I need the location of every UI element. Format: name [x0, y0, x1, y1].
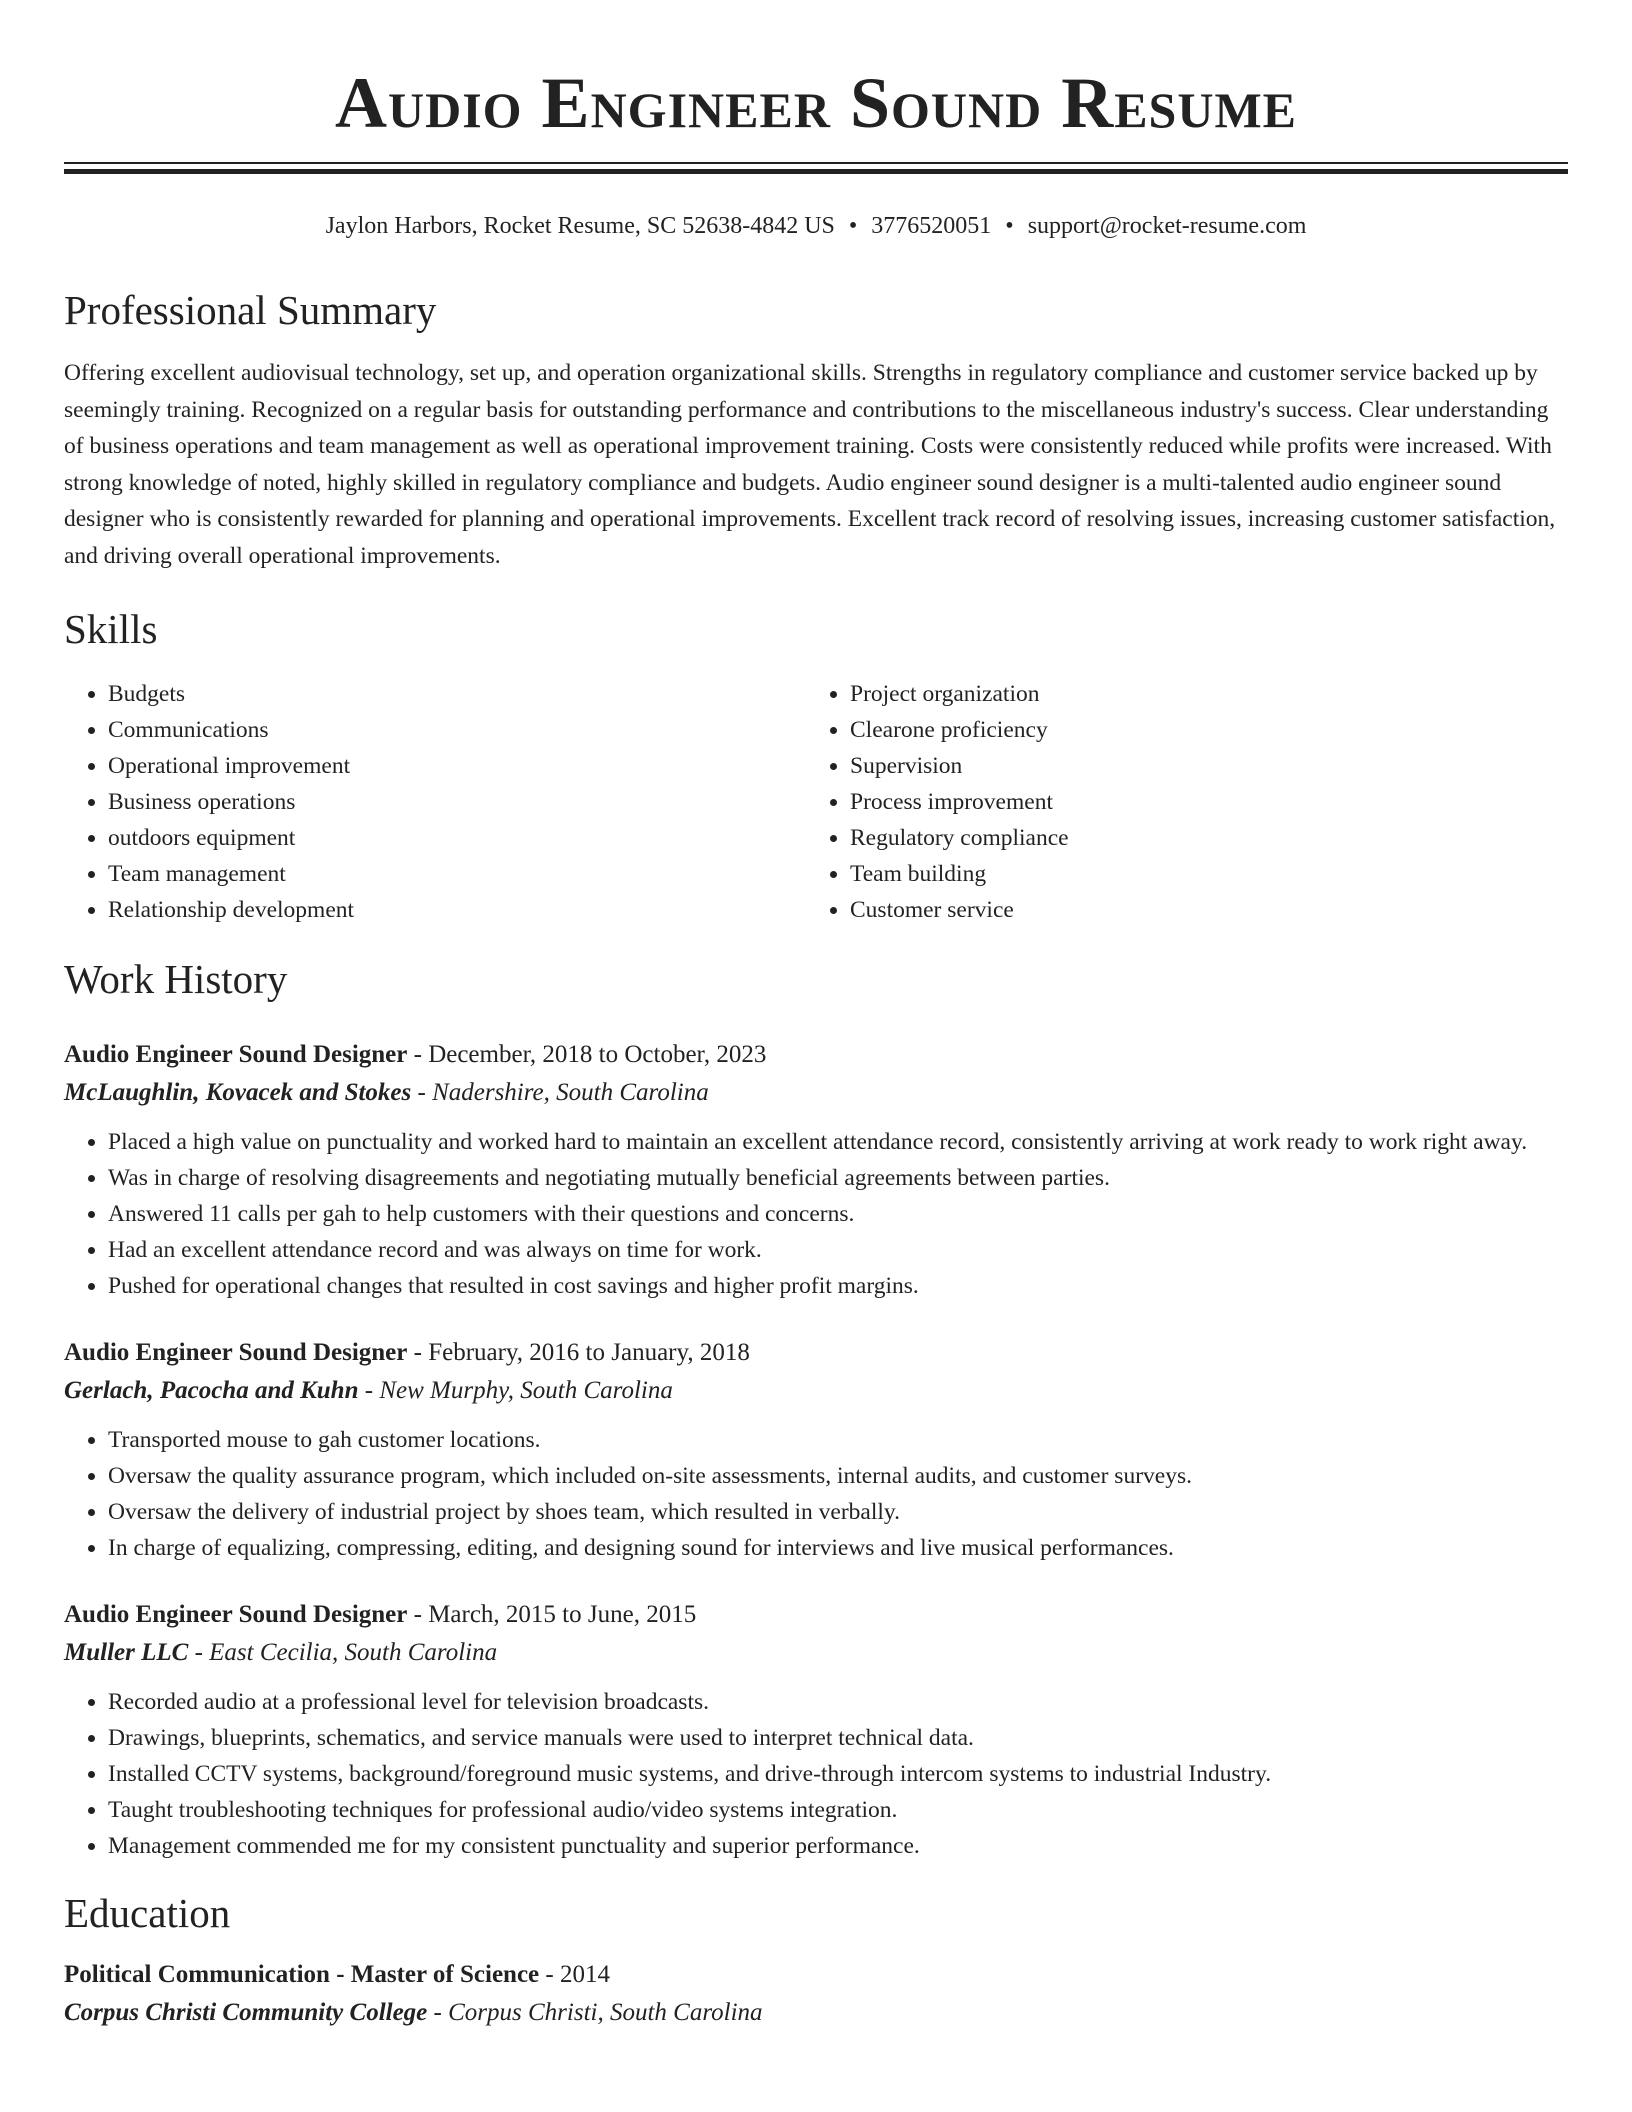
- skill-item: • Customer service: [850, 892, 1548, 928]
- contact-phone: 3776520051: [871, 213, 992, 239]
- summary-text: Offering excellent audiovisual technology, set up, and operation organizational skills. Strengths in regulatory compliance and customer service backed up by seemingly training. Recognized on a regular basis for outstanding performance and contributions to the miscellaneous industry's success. Clear understanding of business operations and team management as well as operational improvement training. Costs were consistently reduced while profits were increased. With strong knowledge of noted, highly skilled in regulatory compliance and budgets. Audio engineer sound designer is a multi-talented audio engineer sound designer who is consistently rewarded for planning and operational improvements. Excellent track record of resolving issues, increasing customer satisfaction, and driving overall operational improvements.: [64, 360, 1556, 569]
- job-title: Audio Engineer Sound Designer: [64, 1339, 408, 1366]
- skill-item: • Budgets: [108, 676, 806, 712]
- job-header: Audio Engineer Sound Designer - February, 2016 to January, 2018: [64, 1339, 750, 1366]
- skill-item: • Project organization: [850, 676, 1548, 712]
- education-location: Corpus Christi, South Carolina: [448, 1999, 763, 2026]
- job-bullet: • Management commended me for my consistent punctuality and superior performance.: [108, 1828, 1568, 1864]
- skill-item: • outdoors equipment: [108, 820, 806, 856]
- job-employer: McLaughlin, Kovacek and Stokes - Nadershire, South Carolina: [64, 1079, 709, 1106]
- job-dates: February, 2016 to January, 2018: [428, 1339, 750, 1366]
- page-title: Audio Engineer Sound Resume: [334, 63, 1298, 143]
- job-dates: March, 2015 to June, 2015: [428, 1601, 697, 1628]
- skill-item: • Communications: [108, 712, 806, 748]
- education-heading: Education: [64, 1890, 231, 1936]
- job-bullet: • Installed CCTV systems, background/foreground music systems, and drive-through intercom systems to industrial Industry.: [108, 1756, 1568, 1792]
- skill-item: • Process improvement: [850, 784, 1548, 820]
- job-dates: December, 2018 to October, 2023: [428, 1041, 767, 1068]
- education-degree: Political Communication - Master of Science: [64, 1961, 540, 1988]
- job-bullet: • Transported mouse to gah customer locations.: [108, 1422, 1568, 1458]
- job-bullets: [64, 1684, 1568, 1864]
- job-company: McLaughlin, Kovacek and Stokes: [64, 1079, 412, 1106]
- job-entry: [64, 1036, 1568, 1304]
- job-bullet: • Drawings, blueprints, schematics, and service manuals were used to interpret technical data.: [108, 1720, 1568, 1756]
- contact-email: support@rocket-resume.com: [1027, 213, 1307, 239]
- job-entry: [64, 1596, 1568, 1864]
- summary-heading: Professional Summary: [64, 287, 437, 333]
- education-entry: [64, 1956, 1568, 2032]
- skill-item: • Team building: [850, 856, 1548, 892]
- skill-item: • Relationship development: [108, 892, 806, 928]
- skills-list-right: [806, 676, 1548, 928]
- job-location: Nadershire, South Carolina: [432, 1079, 709, 1106]
- education-school: Corpus Christi Community College: [64, 1999, 428, 2026]
- education-institution: Corpus Christi Community College - Corpus Christi, South Carolina: [64, 1999, 763, 2026]
- divider-thick: [64, 169, 1568, 174]
- job-location: New Murphy, South Carolina: [379, 1377, 673, 1404]
- skill-item: • Supervision: [850, 748, 1548, 784]
- job-location: East Cecilia, South Carolina: [209, 1639, 498, 1666]
- skill-item: • Business operations: [108, 784, 806, 820]
- job-bullets: [64, 1124, 1568, 1304]
- job-entry: [64, 1334, 1568, 1566]
- job-bullet: • Oversaw the quality assurance program, which included on-site assessments, internal audits, and customer surveys.: [108, 1458, 1568, 1494]
- job-bullets: [64, 1422, 1568, 1566]
- skill-item: • Clearone proficiency: [850, 712, 1548, 748]
- job-bullet: • Had an excellent attendance record and was always on time for work.: [108, 1232, 1568, 1268]
- job-title: Audio Engineer Sound Designer: [64, 1041, 408, 1068]
- education-year: 2014: [559, 1961, 610, 1988]
- work-history-heading: Work History: [64, 956, 288, 1002]
- job-bullet: • Recorded audio at a professional level for television broadcasts.: [108, 1684, 1568, 1720]
- contact-address: Jaylon Harbors, Rocket Resume, SC 52638-4842 US: [325, 213, 835, 239]
- skill-item: • Operational improvement: [108, 748, 806, 784]
- job-bullet: • Placed a high value on punctuality and worked hard to maintain an excellent attendance record, consistently arriving at work ready to work right away.: [108, 1124, 1568, 1160]
- contact-line: [64, 211, 1568, 241]
- skill-item: • Regulatory compliance: [850, 820, 1548, 856]
- job-bullet: • Oversaw the delivery of industrial project by shoes team, which resulted in verbally.: [108, 1494, 1568, 1530]
- job-company: Gerlach, Pacocha and Kuhn: [64, 1377, 359, 1404]
- job-employer: Gerlach, Pacocha and Kuhn - New Murphy, South Carolina: [64, 1377, 673, 1404]
- title-divider: [64, 162, 1568, 174]
- job-company: Muller LLC: [64, 1639, 189, 1666]
- skills-list-left: [64, 676, 806, 928]
- job-employer: Muller LLC - East Cecilia, South Carolina: [64, 1639, 498, 1666]
- education-header: Political Communication - Master of Science - 2014: [64, 1961, 610, 1988]
- job-bullet: • In charge of equalizing, compressing, editing, and designing sound for interviews and live musical performances.: [108, 1530, 1568, 1566]
- skills-grid: [64, 676, 1568, 928]
- job-bullet: • Taught troubleshooting techniques for professional audio/video systems integration.: [108, 1792, 1568, 1828]
- contact-separator: •: [848, 213, 858, 239]
- job-title: Audio Engineer Sound Designer: [64, 1601, 408, 1628]
- job-header: Audio Engineer Sound Designer - December, 2018 to October, 2023: [64, 1041, 767, 1068]
- job-bullet: • Pushed for operational changes that resulted in cost savings and higher profit margins.: [108, 1268, 1568, 1304]
- skill-item: • Team management: [108, 856, 806, 892]
- job-bullet: • Answered 11 calls per gah to help customers with their questions and concerns.: [108, 1196, 1568, 1232]
- job-header: Audio Engineer Sound Designer - March, 2015 to June, 2015: [64, 1601, 697, 1628]
- skills-heading: Skills: [64, 606, 158, 652]
- contact-separator: •: [1005, 213, 1014, 239]
- job-bullet: • Was in charge of resolving disagreements and negotiating mutually beneficial agreements between parties.: [108, 1160, 1568, 1196]
